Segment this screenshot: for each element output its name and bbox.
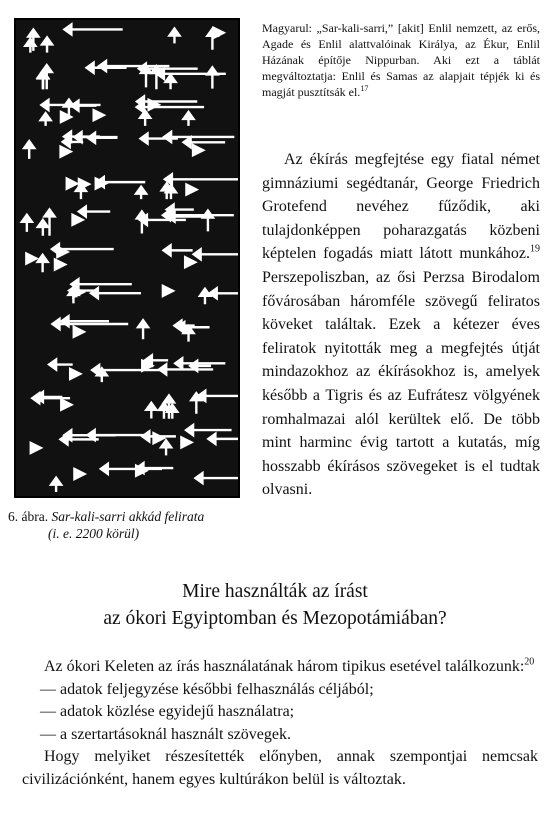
- translation-text: [262, 20, 540, 100]
- wedge-mark: [165, 174, 238, 184]
- wedge-mark: [181, 437, 191, 447]
- cuneiform-sign: [164, 245, 238, 267]
- wedge-mark: [210, 288, 238, 298]
- wedge-mark: [186, 185, 196, 195]
- figure-date: (i. e. 2200 körül): [48, 526, 140, 541]
- footnote-ref-20: 20: [524, 656, 535, 668]
- wedge-mark: [73, 215, 83, 225]
- wedge-mark: [198, 391, 238, 401]
- wedge-mark: [154, 433, 164, 443]
- wedge-mark: [164, 245, 193, 255]
- wedge-mark: [193, 145, 203, 155]
- wedge-mark: [38, 255, 48, 272]
- wedge-mark: [194, 249, 238, 259]
- wedge-mark: [203, 211, 213, 232]
- wedge-mark: [38, 220, 48, 236]
- writing-uses-paragraph: [22, 656, 538, 791]
- wedge-mark: [67, 179, 77, 189]
- wedge-mark: [136, 187, 146, 199]
- cuneiform-sign: [137, 205, 234, 234]
- cuneiform-tablet-image: [14, 18, 240, 498]
- decipherment-paragraph: [262, 148, 540, 502]
- heading-line-1: Mire használták az írást: [182, 581, 368, 602]
- wedge-mark: [151, 66, 161, 89]
- cuneiform-sign: [141, 132, 235, 155]
- cuneiform-sign: [169, 28, 223, 50]
- wedge-mark: [74, 327, 84, 337]
- paragraph1-text-b: Perszepoliszban, az ősi Perzsa Birodalom fővárosában háromféle szövegű feliratos köveket találtak. Ezek a kétezer éves feliratok nyitották meg a megfejtés útját mindazokhoz az ékírásokhoz is, amelyek később a Tigris és az Eufrátesz völgyének romhalmazai alól kerültek elő. De több mint harminc évig tartott a kutatás, míg hosszabb ékírásos szövegeket is el tudtak olvasni.: [262, 268, 540, 499]
- wedge-mark: [51, 478, 61, 492]
- list-item: — adatok közlése egyidejű használatra;: [40, 703, 295, 720]
- figure-caption: [8, 508, 244, 542]
- wedge-mark: [61, 400, 71, 410]
- wedge-mark: [163, 286, 173, 296]
- cuneiform-sign: [41, 100, 104, 126]
- wedge-mark: [24, 141, 34, 159]
- footnote-ref-17: 17: [360, 84, 369, 93]
- wedge-mark: [74, 469, 84, 479]
- wedge-mark: [140, 111, 150, 126]
- wedge-mark: [79, 207, 110, 217]
- wedge-mark: [207, 67, 217, 88]
- wedge-mark: [31, 443, 41, 453]
- list-item: — adatok feljegyzése későbbi felhasználás céljából;: [40, 680, 374, 698]
- cuneiform-sign: [24, 132, 117, 159]
- wedge-mark: [191, 393, 201, 414]
- translation-body: Magyarul: „Sar-kali-sarri,” [akit] Enlil nemzett, az erős, Agade és Enlil alattvalóinak Királya, az Ékur, Enlil Házának építője Nippurban. Aki ezt a táblát megváltoztatja: Enlil és Samas az alapjait tépjék ki és magját pusztítsák el.: [262, 21, 540, 99]
- figure-title: Sar-kali-sarri akkád felirata: [51, 509, 205, 524]
- cuneiform-sign: [26, 244, 113, 272]
- cuneiform-sign: [22, 207, 110, 236]
- wedge-mark: [26, 254, 36, 264]
- wedge-mark: [70, 369, 80, 379]
- wedge-mark: [208, 434, 238, 444]
- cuneiform-sign: [136, 174, 238, 199]
- wedge-mark: [200, 289, 210, 304]
- cuneiform-sign: [142, 425, 238, 455]
- wedge-mark: [164, 132, 234, 142]
- wedge-mark: [207, 29, 217, 50]
- wedge-mark: [42, 37, 52, 52]
- wedge-mark: [61, 147, 71, 157]
- cuneiform-inscription: [16, 20, 238, 496]
- cuneiform-sign: [136, 463, 238, 483]
- cuneiform-sign: [31, 430, 148, 453]
- figure-number: 6. ábra.: [8, 509, 49, 524]
- list-item: — a szertartásoknál használt szövegek.: [40, 725, 292, 743]
- wedge-mark: [138, 320, 148, 339]
- cuneiform-sign: [38, 61, 170, 89]
- section-heading: [0, 578, 550, 632]
- wedge-mark: [161, 440, 171, 455]
- wedge-mark: [166, 75, 176, 89]
- cuneiform-sign: [68, 279, 141, 303]
- cuneiform-sign: [163, 286, 238, 304]
- wedge-mark: [167, 205, 194, 215]
- wedge-mark: [186, 425, 232, 435]
- wedge-mark: [94, 110, 104, 120]
- wedge-mark: [183, 112, 193, 126]
- heading-line-2: az ókori Egyiptomban és Mezopotámiában?: [103, 608, 447, 629]
- wedge-mark: [64, 24, 122, 34]
- wedge-mark: [137, 102, 204, 112]
- wedge-mark: [71, 279, 131, 289]
- wedge-mark: [41, 113, 51, 126]
- cuneiform-sign: [142, 355, 225, 374]
- cuneiform-sign: [146, 391, 238, 419]
- cuneiform-sign: [137, 96, 204, 125]
- wedge-mark: [91, 288, 141, 298]
- paragraph2-intro: [22, 656, 538, 679]
- wedge-mark: [146, 403, 156, 419]
- paragraph2-intro-text: Az ókori Keleten az írás használatának három tipikus esetével találkozunk:: [44, 658, 525, 675]
- wedge-mark: [195, 473, 238, 483]
- wedge-mark: [184, 137, 226, 147]
- wedge-mark: [137, 96, 197, 106]
- cuneiform-sign: [138, 320, 209, 341]
- wedge-mark: [169, 29, 179, 44]
- cuneiform-sign: [32, 392, 71, 410]
- wedge-mark: [185, 257, 195, 267]
- wedge-mark: [22, 215, 32, 232]
- cuneiform-sign: [139, 64, 226, 90]
- cuneiform-sign: [25, 24, 122, 52]
- paragraph2-closing: Hogy melyiket részesítették előnyben, annak szempontjai nemcsak civilizációnként, hanem egyes kultúrákon belül is változtak.: [22, 748, 538, 788]
- wedge-mark: [55, 260, 65, 270]
- paragraph1-text-a: Az ékírás megfejtése egy fiatal német gimnáziumi segédtanár, George Friedrich Grotefend nevéhez fűződik, aki tulajdonképpen poharazgatás közbeni képtelen fogadás miatt látott munkához.: [262, 151, 540, 263]
- footnote-ref-19: 19: [530, 244, 540, 256]
- cuneiform-sign: [67, 177, 145, 199]
- cuneiform-sign: [52, 316, 128, 337]
